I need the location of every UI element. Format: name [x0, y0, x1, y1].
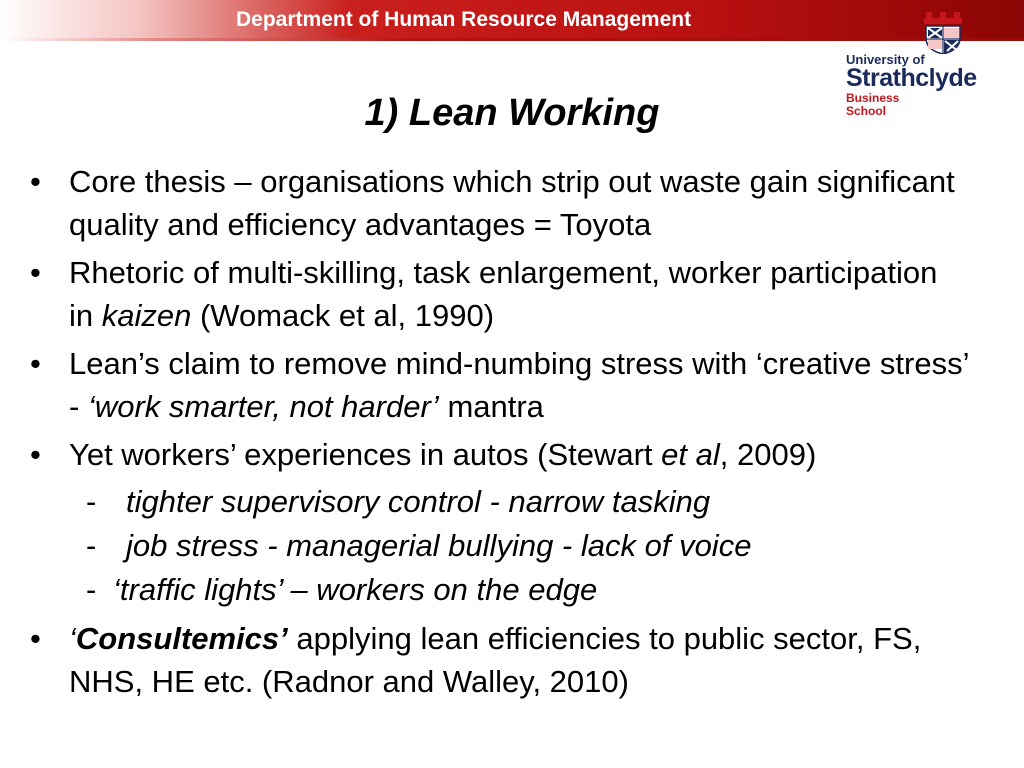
department-title: Department of Human Resource Management — [236, 8, 692, 31]
bullet-dot: • — [30, 164, 41, 199]
bullet-workers-experience — [0, 433, 969, 476]
sub-dash: - — [86, 528, 97, 563]
bullet-text: Lean’s claim to remove mind-numbing stress with ‘creative stress’ - — [69, 346, 969, 424]
slide-title: 1) Lean Working — [364, 92, 660, 134]
bullet-text: Core thesis – organisations which strip out waste gain significant quality and efficiency advantages = Toyota — [69, 164, 955, 242]
bullet-core-thesis — [0, 160, 969, 246]
bullet-text-after: mantra — [438, 389, 544, 424]
sub-item-text: job stress - managerial bullying - lack of voice — [126, 528, 752, 563]
bullet-text-after: applying lean efficiencies to public sector, FS, NHS, HE etc. (Radnor and Walley, 2010) — [69, 621, 922, 699]
sub-dash: - — [86, 572, 97, 607]
sub-item — [86, 524, 1024, 568]
bullet-consultemics — [0, 617, 969, 703]
bullet-dot: • — [30, 621, 41, 656]
sub-dash: - — [86, 484, 97, 519]
logo-university-of: University of — [846, 52, 925, 67]
sub-item — [86, 568, 1024, 612]
bullet-text: Yet workers’ experiences in autos (Stewart — [69, 437, 662, 472]
sub-item — [86, 480, 1024, 524]
bullet-text-after: (Womack et al, 1990) — [191, 298, 495, 333]
bullet-rhetoric — [0, 251, 969, 337]
sub-list — [86, 480, 1024, 612]
crest-icon — [918, 12, 968, 54]
logo-strathclyde: Strathclyde — [846, 64, 977, 92]
bullet-dot: • — [30, 437, 41, 472]
bullet-text: Rhetoric of multi-skilling, task enlargement, worker participation in — [69, 255, 938, 333]
bullet-dot: • — [30, 255, 41, 290]
bullet-dot: • — [30, 346, 41, 381]
bullet-lean-claim — [0, 342, 969, 428]
logo-business: Business — [846, 91, 900, 105]
sub-item-text: tighter supervisory control - narrow tasking — [126, 484, 711, 519]
bullet-italic-term: et al — [661, 437, 720, 472]
bullet-quote-open: ‘ — [69, 621, 76, 656]
sub-item-text: ‘traffic lights’ – workers on the edge — [113, 572, 598, 607]
bullet-italic-quote: ‘work smarter, not harder’ — [87, 389, 439, 424]
bullet-italic-term: kaizen — [101, 298, 192, 333]
bullet-bold-term: Consultemics’ — [75, 621, 288, 656]
bullet-text-after: , 2009) — [719, 437, 817, 472]
slide-content — [0, 160, 1024, 703]
logo-school: School — [846, 104, 887, 118]
